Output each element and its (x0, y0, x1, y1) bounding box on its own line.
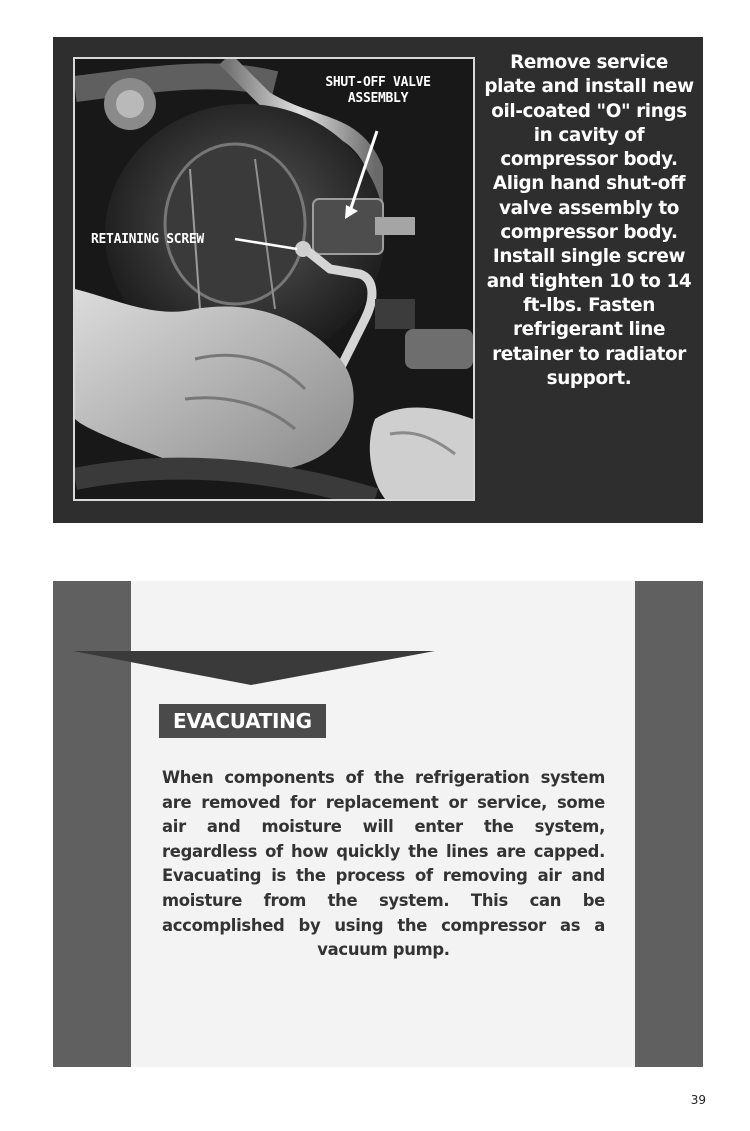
section-body: When components of the refrigeration system are removed for replacement or service, some air and moisture will enter the system, regardless of how quickly the lines are capped. Evacuating is the process of removing air and moisture from the system. This can be accomplished by using the compressor as a vacuum pump. (162, 768, 605, 960)
section-heading: EVACUATING (159, 704, 326, 738)
callout-retaining-screw: RETAINING SCREW (91, 232, 204, 247)
evacuating-slide (53, 581, 703, 1067)
page-number: 39 (690, 1093, 706, 1107)
instruction-text: Remove service plate and install new oil-coated "O" rings in cavity of compressor body. Align hand shut-off valve assembly to compressor body. Install single screw and tighten 10 to 14 ft-lbs. Fasten refrigerant line retainer to radiator support. (484, 52, 694, 389)
chevron-banner-icon (73, 649, 435, 687)
instruction-slide (53, 37, 703, 523)
right-band (635, 581, 703, 1067)
compressor-photo (73, 57, 475, 501)
compressor-illustration (75, 59, 473, 499)
callout-shut-off-valve: SHUT-OFF VALVE ASSEMBLY (325, 75, 431, 106)
